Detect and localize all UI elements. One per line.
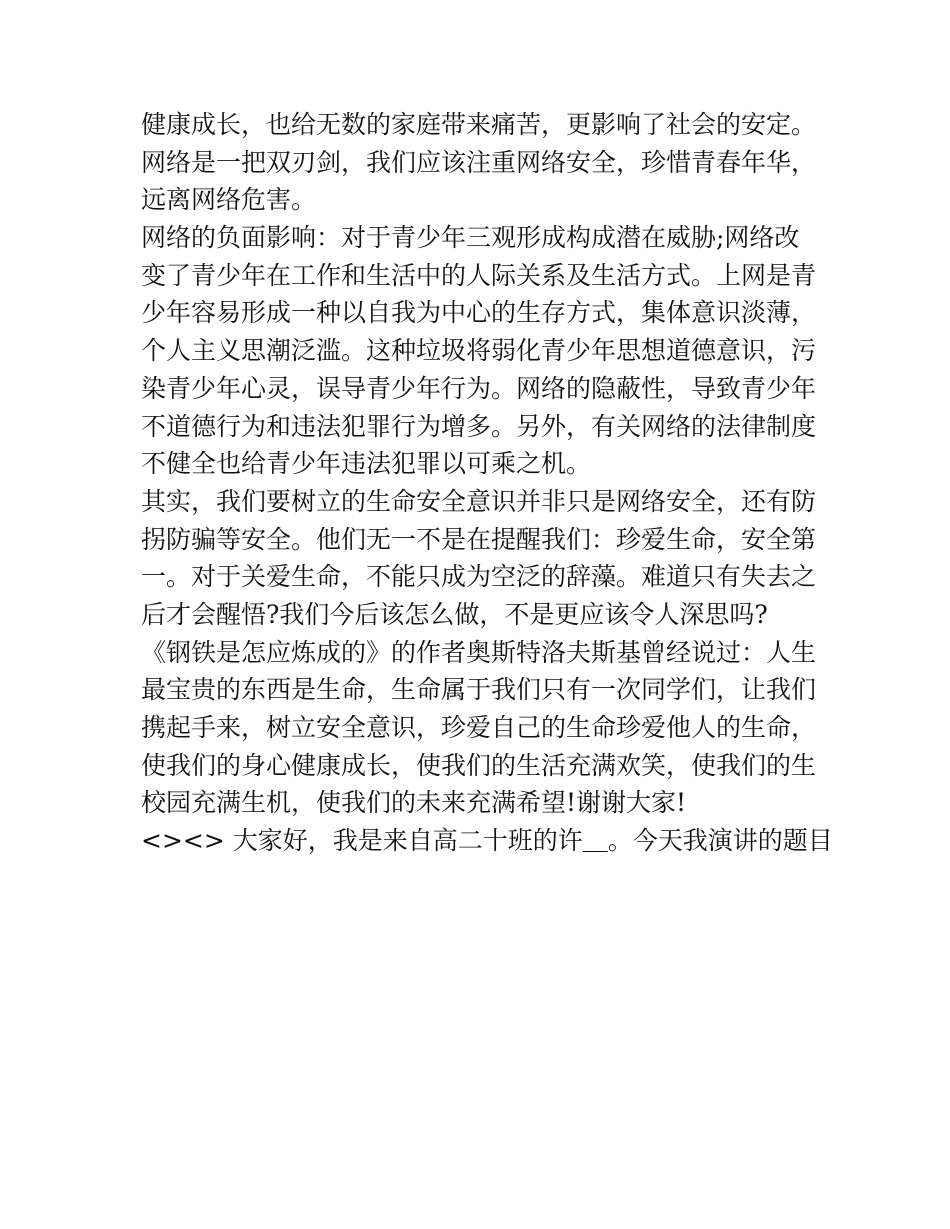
text-line: 不道德行为和违法犯罪行为增多。另外，有关网络的法律制度 (141, 411, 817, 441)
text-line: <><> 大家好，我是来自高二十班的许＿。今天我演讲的题目 (141, 826, 833, 856)
text-line: 不健全也给青少年违法犯罪以可乘之机。 (141, 449, 592, 479)
text-line: 携起手来，树立安全意识，珍爱自己的生命珍爱他人的生命， (141, 713, 817, 742)
text-line: 变了青少年在工作和生活中的人际关系及生活方式。上网是青 (141, 260, 817, 290)
text-line: 远离网络危害。 (141, 185, 317, 215)
text-line: 网络是一把双刃剑，我们应该注重网络安全，珍惜青春年华， (141, 147, 817, 177)
text-line: 一。对于关爱生命，不能只成为空泛的辞藻。难道只有失去之 (141, 562, 817, 592)
text-line: 少年容易形成一种以自我为中心的生存方式，集体意识淡薄， (141, 298, 817, 328)
body-text (141, 106, 833, 860)
text-line: 染青少年心灵，误导青少年行为。网络的隐蔽性，导致青少年 (141, 373, 817, 403)
text-line: 最宝贵的东西是生命，生命属于我们只有一次同学们，让我们 (141, 675, 817, 705)
text-line: 网络的负面影响：对于青少年三观形成构成潜在威胁;网络改 (141, 223, 800, 253)
text-line: 拐防骗等安全。他们无一不是在提醒我们：珍爱生命，安全第 (141, 524, 817, 554)
text-line: 使我们的身心健康成长，使我们的生活充满欢笑，使我们的生 (141, 750, 817, 780)
text-line: 健康成长，也给无数的家庭带来痛苦，更影响了社会的安定。 (141, 110, 817, 139)
text-line: 个人主义思潮泛滥。这种垃圾将弱化青少年思想道德意识，污 (141, 336, 817, 366)
text-line: 后才会醒悟?我们今后该怎么做，不是更应该令人深思吗? (141, 599, 768, 629)
text-line: 校园充满生机，使我们的未来充满希望!谢谢大家! (141, 788, 687, 818)
text-line: 《钢铁是怎应炼成的》的作者奥斯特洛夫斯基曾经说过：人生 (141, 637, 817, 667)
text-line: 其实，我们要树立的生命安全意识并非只是网络安全，还有防 (141, 486, 817, 516)
